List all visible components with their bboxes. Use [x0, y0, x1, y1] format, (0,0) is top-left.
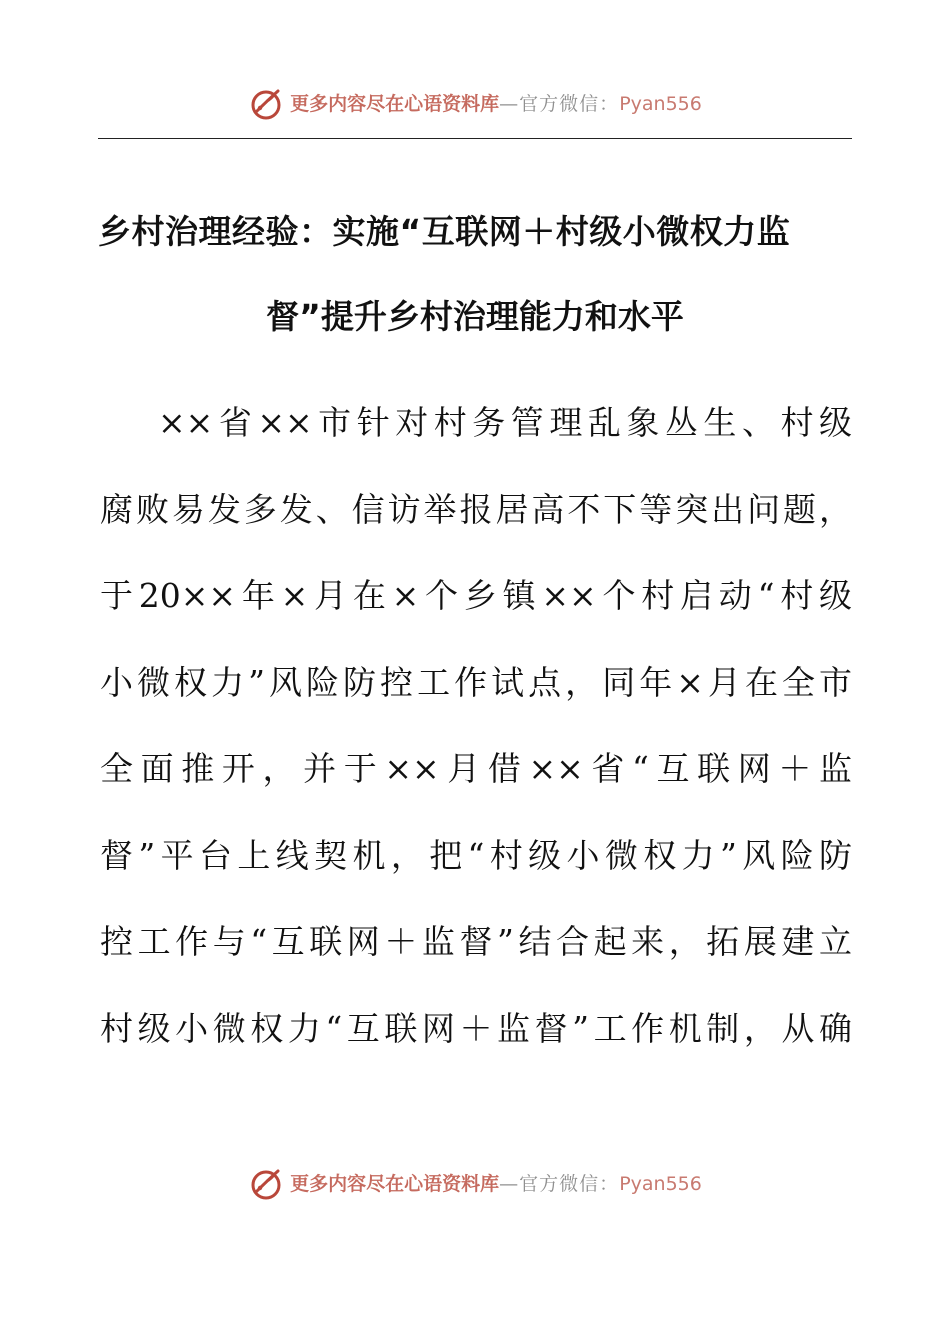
body-line: 控工作与“互联网＋监督”结合起来，拓展建立 — [100, 922, 852, 961]
banner-contact-label: —官方微信： — [499, 1172, 620, 1195]
title-line: 乡村治理经验：实施“互联网＋村级小微权力监 — [98, 212, 791, 251]
document-body — [100, 392, 852, 1084]
header-divider — [98, 138, 852, 139]
header-banner — [0, 84, 950, 124]
banner-text — [290, 92, 702, 115]
title-line: 督”提升乡村治理能力和水平 — [266, 297, 684, 336]
banner-brand: 更多内容尽在心语资料库 — [290, 92, 500, 115]
banner-wechat-id: Pyan556 — [619, 1172, 702, 1195]
document-title — [98, 196, 852, 353]
body-line: 村级小微权力“互联网＋监督”工作机制，从确 — [100, 1008, 852, 1048]
body-line: 于20××年×月在×个乡镇××个村启动“村级 — [100, 576, 852, 615]
banner-wechat-id: Pyan556 — [619, 92, 702, 115]
quill-seal-icon — [248, 1166, 284, 1202]
banner-text — [290, 1172, 702, 1195]
body-line: 全面推开，并于××月借××省“互联网＋监 — [100, 749, 852, 788]
body-line: ××省××市针对村务管理乱象丛生、村级 — [158, 403, 852, 442]
body-line: 督”平台上线契机，把“村级小微权力”风险防 — [100, 835, 852, 875]
quill-seal-icon — [248, 86, 284, 122]
body-line: 腐败易发多发、信访举报居高不下等突出问题， — [100, 489, 852, 529]
banner-brand: 更多内容尽在心语资料库 — [290, 1172, 500, 1195]
footer-banner — [0, 1164, 950, 1204]
banner-contact-label: —官方微信： — [499, 92, 620, 115]
body-line: 小微权力”风险防控工作试点，同年×月在全市 — [100, 662, 852, 702]
